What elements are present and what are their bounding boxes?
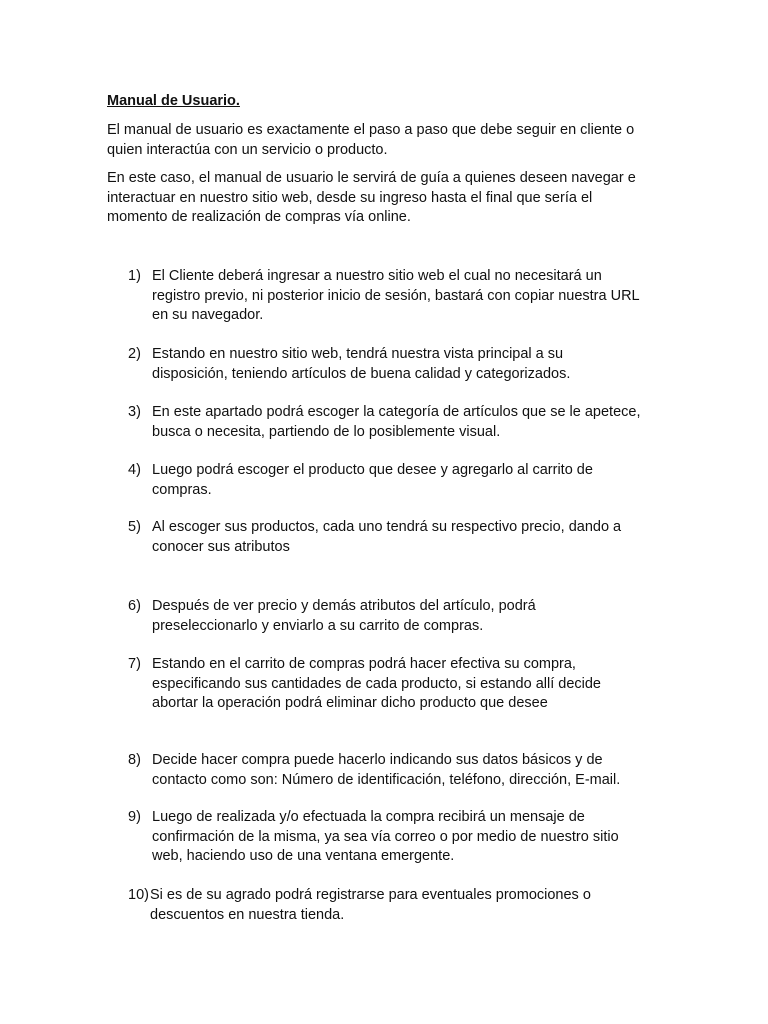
step-line: Al escoger sus productos, cada uno tendrá su respectivo precio, dando a: [152, 519, 622, 535]
paragraph-line: En este caso, el manual de usuario le servirá de guía a quienes deseen navegar e: [107, 170, 636, 186]
step-line: web, haciendo uso de una ventana emergente.: [152, 848, 455, 864]
step-line: Estando en nuestro sitio web, tendrá nuestra vista principal a su: [152, 346, 564, 362]
step-line: conocer sus atributos: [152, 538, 290, 555]
step-item-4: [128, 461, 668, 500]
step-line: en su navegador.: [152, 307, 264, 323]
context-paragraph: [107, 169, 667, 228]
step-number: 4): [128, 462, 141, 478]
step-line: contacto como son: Número de identificación, teléfono, dirección, E-mail.: [152, 771, 621, 788]
step-line: Después de ver precio y demás atributos del artículo, podrá: [152, 598, 536, 614]
step-item-1: [128, 267, 668, 326]
step-item-7: [128, 655, 668, 714]
step-line: especificando sus cantidades de cada producto, si estando allí decide: [152, 675, 601, 692]
step-line: Luego de realizada y/o efectuada la compra recibirá un mensaje de: [152, 809, 585, 825]
step-line: disposición, teniendo artículos de buena calidad y categorizados.: [152, 365, 571, 382]
paragraph-line: momento de realización de compras vía online.: [107, 209, 411, 225]
step-line: preseleccionarlo y enviarlo a su carrito de compras.: [152, 617, 484, 634]
step-line: Estando en el carrito de compras podrá hacer efectiva su compra,: [152, 656, 576, 672]
step-number: 3): [128, 404, 141, 420]
step-line: compras.: [152, 481, 212, 498]
step-item-6: [128, 597, 668, 636]
step-line: abortar la operación podrá eliminar dicho producto que desee: [152, 695, 548, 711]
step-number: 5): [128, 519, 141, 535]
step-line: confirmación de la misma, ya sea vía correo o por medio de nuestro sitio: [152, 828, 619, 845]
step-line: busca o necesita, partiendo de lo posiblemente visual.: [152, 423, 501, 440]
step-item-8: [128, 751, 668, 790]
step-number: 2): [128, 346, 141, 362]
step-number: 9): [128, 809, 141, 825]
step-line: Decide hacer compra puede hacerlo indicando sus datos básicos y de: [152, 752, 603, 768]
document-title: Manual de Usuario.: [107, 93, 240, 109]
paragraph-line: quien interactúa con un servicio o producto.: [107, 141, 388, 158]
step-item-9: [128, 808, 668, 867]
step-item-5: [128, 518, 668, 557]
step-line: registro previo, ni posterior inicio de sesión, bastará con copiar nuestra URL: [152, 287, 640, 304]
intro-paragraph: [107, 121, 667, 160]
step-line: El Cliente deberá ingresar a nuestro sitio web el cual no necesitará un: [152, 268, 602, 284]
step-line: En este apartado podrá escoger la categoría de artículos que se le apetece,: [152, 404, 641, 420]
step-item-2: [128, 345, 668, 384]
step-number: 7): [128, 656, 141, 672]
step-item-10: [128, 886, 668, 925]
step-number: 1): [128, 268, 141, 284]
step-number: 8): [128, 752, 141, 768]
step-line: descuentos en nuestra tienda.: [150, 906, 345, 923]
paragraph-line: interactuar en nuestro sitio web, desde su ingreso hasta el final que sería el: [107, 189, 593, 206]
paragraph-line: El manual de usuario es exactamente el paso a paso que debe seguir en cliente o: [107, 122, 635, 138]
step-number: 10): [128, 887, 149, 903]
step-number: 6): [128, 598, 141, 614]
step-line: Luego podrá escoger el producto que desee y agregarlo al carrito de: [152, 462, 593, 478]
step-item-3: [128, 403, 668, 442]
step-line: Si es de su agrado podrá registrarse para eventuales promociones o: [150, 887, 591, 903]
